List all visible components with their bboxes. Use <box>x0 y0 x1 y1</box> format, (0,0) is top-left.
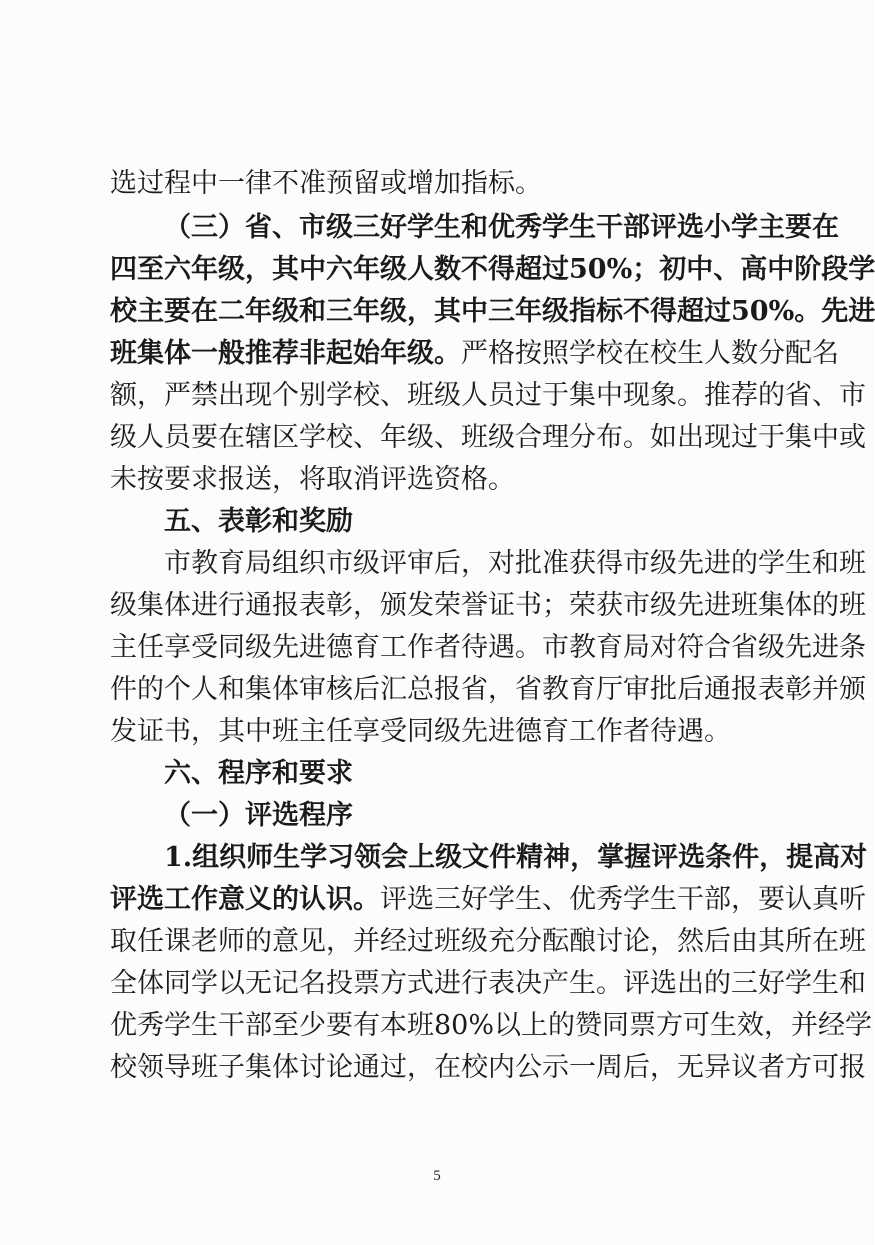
text-line: 未按要求报送，将取消评选资格。 <box>110 464 515 495</box>
section-heading: 六、程序和要求 <box>164 758 353 789</box>
text-line: 班集体一般推荐非起始年级。严格按照学校在校生人数分配名 <box>110 338 839 369</box>
text-line: 主任享受同级先进德育工作者待遇。市教育局对符合省级先进条 <box>110 632 866 663</box>
text-line: 市教育局组织市级评审后，对批准获得市级先进的学生和班 <box>164 548 866 579</box>
page-number: 5 <box>433 1168 441 1184</box>
text-line: 选过程中一律不准预留或增加指标。 <box>110 168 542 199</box>
text-line: 校主要在二年级和三年级，其中三年级指标不得超过50%。先进 <box>110 296 875 327</box>
text-line: （三）省、市级三好学生和优秀学生干部评选小学主要在 <box>164 212 839 243</box>
text-line: 额，严禁出现个别学校、班级人员过于集中现象。推荐的省、市 <box>110 380 866 411</box>
text-line: 级人员要在辖区学校、年级、班级合理分布。如出现过于集中或 <box>110 422 866 453</box>
text-line: 件的个人和集体审核后汇总报省，省教育厅审批后通报表彰并颁 <box>110 674 866 705</box>
section-heading: 五、表彰和奖励 <box>164 506 353 537</box>
text-line: 发证书，其中班主任享受同级先进德育工作者待遇。 <box>110 716 731 747</box>
text-line: 全体同学以无记名投票方式进行表决产生。评选出的三好学生和 <box>110 968 866 999</box>
text-line: 四至六年级，其中六年级人数不得超过50%；初中、高中阶段学 <box>110 254 875 285</box>
text-line: 级集体进行通报表彰，颁发荣誉证书；荣获市级先进班集体的班 <box>110 590 866 621</box>
text-line: 取任课老师的意见，并经过班级充分酝酿讨论，然后由其所在班 <box>110 926 866 957</box>
text-line: 校领导班子集体讨论通过，在校内公示一周后，无异议者方可报 <box>110 1052 866 1083</box>
text-line: 评选工作意义的认识。评选三好学生、优秀学生干部，要认真听 <box>110 884 866 915</box>
subsection-heading: （一）评选程序 <box>164 800 353 831</box>
text-line: 1.组织师生学习领会上级文件精神，掌握评选条件，提高对 <box>164 842 868 873</box>
text-line: 优秀学生干部至少要有本班80%以上的赞同票方可生效，并经学 <box>110 1010 873 1041</box>
